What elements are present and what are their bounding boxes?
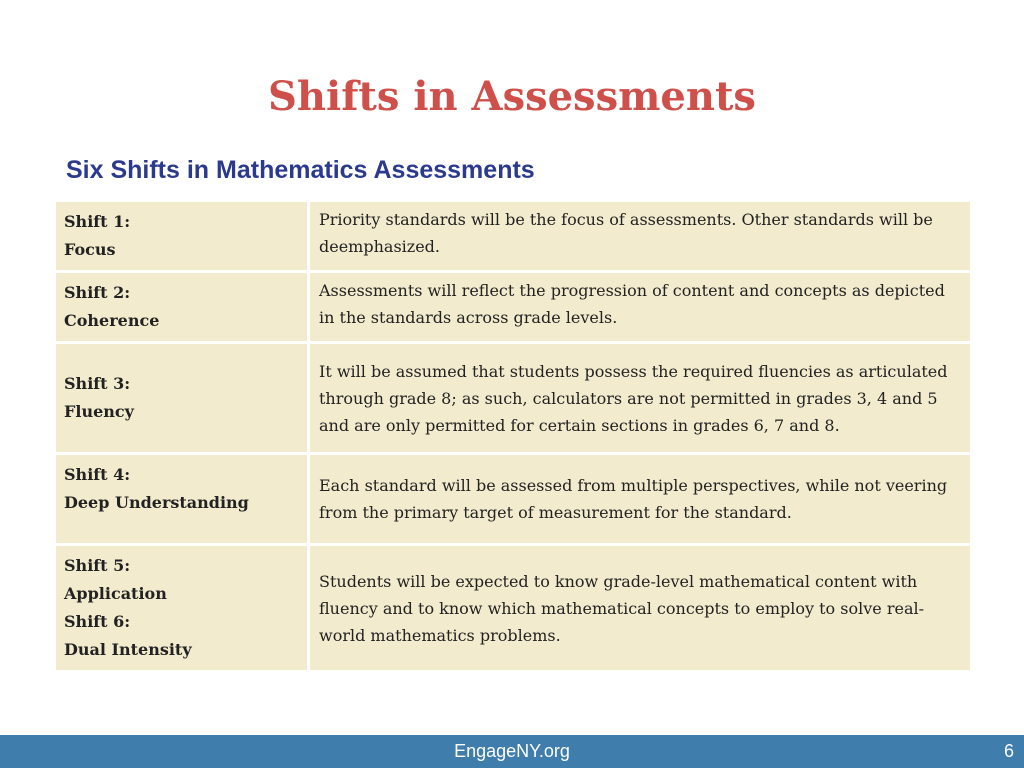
slide-title: Shifts in Assessments — [268, 73, 756, 120]
shift-number-label: Shift 6: — [64, 612, 131, 631]
shift-title-label: Dual Intensity — [64, 640, 192, 659]
table-row — [56, 344, 970, 455]
shift-number-label: Shift 2: — [64, 283, 131, 302]
shift-description-cell: Priority standards will be the focus of assessments. Other standards will be deemphasized. — [310, 202, 970, 273]
shift-title-label: Coherence — [64, 311, 160, 330]
page-number: 6 — [1003, 741, 1014, 761]
shift-title-label: Fluency — [64, 402, 134, 421]
slide-subtitle: Six Shifts in Mathematics Assessments — [66, 156, 535, 184]
shift-name-cell — [56, 202, 310, 273]
shift-number-label: Shift 5: — [64, 556, 131, 575]
shift-title-label: Deep Understanding — [64, 493, 249, 512]
shift-description-cell: Students will be expected to know grade-level mathematical content with fluency and to know which mathematical concepts to employ to solve real-world mathematics problems. — [310, 546, 970, 673]
shift-description-cell: Assessments will reflect the progression of content and concepts as depicted in the standards across grade levels. — [310, 273, 970, 344]
table-row — [56, 455, 970, 546]
shifts-table — [56, 202, 970, 673]
shift-number-label: Shift 4: — [64, 465, 131, 484]
table-row — [56, 273, 970, 344]
shift-name-cell — [56, 455, 310, 546]
table-row — [56, 202, 970, 273]
footer-site-link[interactable]: EngageNY.org — [454, 741, 570, 761]
table-row — [56, 546, 970, 673]
shift-description-cell: Each standard will be assessed from multiple perspectives, while not veering from the primary target of measurement for the standard. — [310, 455, 970, 546]
shift-title-label: Focus — [64, 240, 116, 259]
shift-name-cell — [56, 273, 310, 344]
shift-number-label: Shift 3: — [64, 374, 131, 393]
shift-description-cell: It will be assumed that students possess the required fluencies as articulated through grade 8; as such, calculators are not permitted in grades 3, 4 and 5 and are only permitted for certain sections in grades 6, 7 and 8. — [310, 344, 970, 455]
footer-bar — [0, 735, 1024, 768]
shift-name-cell — [56, 546, 310, 673]
shift-title-label: Application — [64, 584, 167, 603]
shift-name-cell — [56, 344, 310, 455]
shift-number-label: Shift 1: — [64, 212, 131, 231]
